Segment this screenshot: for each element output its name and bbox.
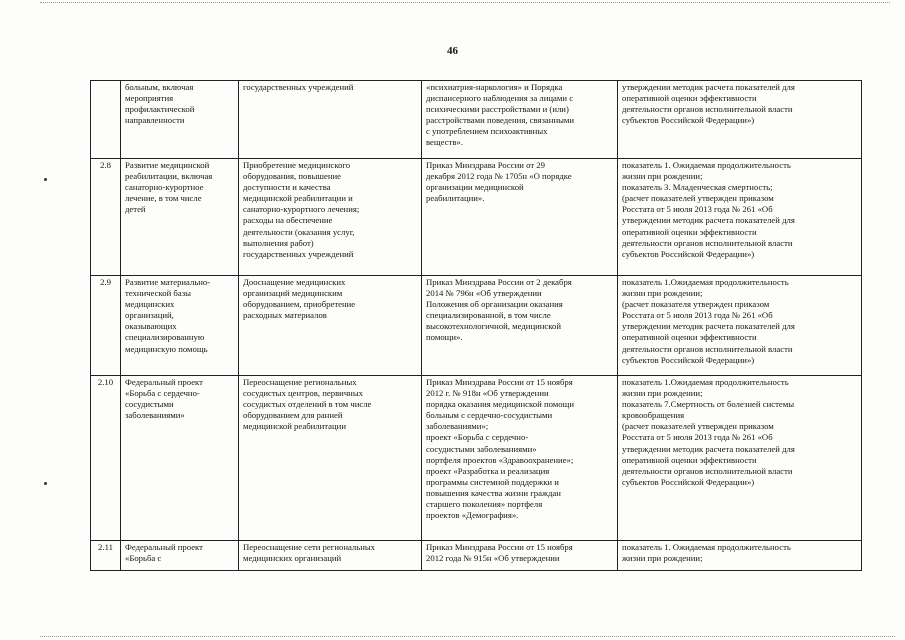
cell-text-line: психическими расстройствами и (или) — [426, 104, 569, 115]
cell-text-line: сосудистыми — [125, 399, 174, 410]
page-number: 46 — [447, 45, 458, 57]
cell-text-line: субъектов Российской Федерации») — [622, 248, 755, 259]
cell-text-line: Федеральный проект — [125, 542, 203, 552]
cell-text-line: медицинских организаций — [243, 553, 342, 564]
cell-text-line: «Борьба с сердечно- — [125, 388, 200, 399]
cell-text-line: кровообращения — [622, 410, 685, 421]
cell-text-line: государственных учреждений — [243, 248, 354, 259]
indicators-cell — [618, 276, 862, 376]
cell-text-line: утверждении методик расчета показателей для — [622, 321, 795, 332]
measure-content-cell — [239, 376, 422, 541]
cell-text-line: Росстата от 5 июля 2013 года № 261 «Об — [622, 204, 773, 215]
measure-name-cell — [121, 276, 239, 376]
cell-text-line: жизни при рождении; — [622, 388, 703, 399]
cell-text-line: деятельности (оказания услуг, — [243, 226, 355, 237]
cell-text-line: оперативной оценки эффективности — [622, 332, 757, 343]
cell-text-line: специализированную — [125, 332, 205, 343]
row-number-cell: 2.11 — [91, 541, 121, 571]
cell-text-line: декабря 2012 года № 1705н «О порядке — [426, 171, 572, 182]
cell-text-line: Переоснащение региональных — [243, 377, 357, 387]
table-row — [91, 376, 862, 541]
cell-text-line: оборудования, повышение — [243, 171, 342, 182]
cell-text-line: утверждении методик расчета показателей для — [622, 443, 795, 454]
cell-text-line: проектов «Демография». — [426, 510, 519, 521]
measure-content-cell — [239, 159, 422, 276]
scan-top-edge — [40, 2, 890, 3]
measure-name-cell — [121, 81, 239, 159]
measure-name-cell — [121, 541, 239, 571]
cell-text-line: медицинской реабилитации и — [243, 193, 353, 204]
cell-text-line: заболеваниями»; — [426, 421, 489, 432]
cell-text-line: диспансерного наблюдения за лицами с — [426, 93, 574, 104]
cell-text-line: показатель 1.Ожидаемая продолжительность — [622, 377, 789, 387]
cell-text-line: жизни при рождении; — [622, 553, 703, 564]
cell-text-line: сосудистых центров, первичных — [243, 388, 364, 399]
cell-text-line: выполнения работ) — [243, 237, 314, 248]
cell-text-line: программы системной поддержки и — [426, 476, 559, 487]
table-row — [91, 541, 862, 571]
legal-acts-cell — [422, 159, 618, 276]
cell-text-line: показатель 7.Смертность от болезней системы — [622, 399, 795, 410]
cell-text-line: жизни при рождении; — [622, 171, 703, 182]
cell-text-line: деятельности органов исполнительной власти — [622, 343, 793, 354]
cell-text-line: организаций медицинским — [243, 288, 343, 299]
cell-text-line: медицинских — [125, 299, 175, 310]
cell-text-line: специализированной, в том числе — [426, 310, 551, 321]
cell-text-line: субъектов Российской Федерации») — [622, 354, 755, 365]
cell-text-line: проект «Борьба с сердечно- — [426, 432, 529, 443]
cell-text-line: деятельности органов исполнительной власти — [622, 465, 793, 476]
cell-text-line: Приказ Минздрава России от 15 ноября — [426, 542, 573, 552]
cell-text-line: Приказ Минздрава России от 2 декабря — [426, 277, 572, 287]
cell-text-line: организации медицинской — [426, 182, 524, 193]
cell-text-line: оперативной оценки эффективности — [622, 93, 757, 104]
cell-text-line: утверждении методик расчета показателей для — [622, 215, 795, 226]
cell-text-line: Приказ Минздрава России от 15 ноября — [426, 377, 573, 387]
row-number-cell — [91, 81, 121, 159]
cell-text-line: медицинской реабилитации — [243, 421, 346, 432]
cell-text-line: «психиатрия-наркология» и Порядка — [426, 82, 563, 92]
cell-text-line: оборудованием, приобретение — [243, 299, 356, 310]
cell-text-line: показатель 1. Ожидаемая продолжительность — [622, 160, 791, 170]
cell-text-line: Положения об организации оказания — [426, 299, 563, 310]
cell-text-line: направленности — [125, 115, 185, 126]
cell-text-line: Развитие медицинской — [125, 160, 210, 170]
legal-acts-cell — [422, 276, 618, 376]
measure-name-cell — [121, 376, 239, 541]
cell-text-line: жизни при рождении; — [622, 288, 703, 299]
measures-table — [90, 80, 862, 571]
cell-text-line: «Борьба с — [125, 553, 162, 564]
cell-text-line: 2014 № 796н «Об утверждении — [426, 288, 542, 299]
cell-text-line: (расчет показателей утвержден приказом — [622, 193, 774, 204]
cell-text-line: организаций, — [125, 310, 174, 321]
cell-text-line: санаторно-курортное — [125, 182, 204, 193]
measure-content-cell — [239, 81, 422, 159]
cell-text-line: лечение, в том числе — [125, 193, 202, 204]
legal-acts-cell — [422, 541, 618, 571]
cell-text-line: (расчет показателей утвержден приказом — [622, 421, 774, 432]
cell-text-line: субъектов Российской Федерации») — [622, 476, 755, 487]
cell-text-line: оперативной оценки эффективности — [622, 226, 757, 237]
cell-text-line: расходы на обеспечение — [243, 215, 333, 226]
cell-text-line: веществ». — [426, 137, 463, 148]
cell-text-line: медицинскую помощь — [125, 343, 208, 354]
table-row — [91, 81, 862, 159]
measure-content-cell — [239, 541, 422, 571]
row-number-cell: 2.10 — [91, 376, 121, 541]
cell-text-line: деятельности органов исполнительной власти — [622, 104, 793, 115]
cell-text-line: показатель 3. Младенческая смертность; — [622, 182, 773, 193]
cell-text-line: показатель 1. Ожидаемая продолжительность — [622, 542, 791, 552]
cell-text-line: заболеваниями» — [125, 410, 185, 421]
cell-text-line: субъектов Российской Федерации») — [622, 115, 755, 126]
indicators-cell — [618, 159, 862, 276]
cell-text-line: портфеля проектов «Здравоохранение»; — [426, 454, 574, 465]
cell-text-line: Развитие материально- — [125, 277, 211, 287]
legal-acts-cell — [422, 376, 618, 541]
cell-text-line: Приобретение медицинского — [243, 160, 351, 170]
cell-text-line: порядка оказания медицинской помощи — [426, 399, 574, 410]
row-number-cell: 2.8 — [91, 159, 121, 276]
cell-text-line: Переоснащение сети региональных — [243, 542, 376, 552]
cell-text-line: Приказ Минздрава России от 29 — [426, 160, 545, 170]
cell-text-line: с употреблением психоактивных — [426, 126, 548, 137]
cell-text-line: деятельности органов исполнительной власти — [622, 237, 793, 248]
indicators-cell — [618, 541, 862, 571]
cell-text-line: повышения качества жизни граждан — [426, 487, 561, 498]
cell-text-line: помощи». — [426, 332, 463, 343]
cell-text-line: расходных материалов — [243, 310, 327, 321]
cell-text-line: больным, включая — [125, 82, 194, 92]
cell-text-line: доступности и качества — [243, 182, 331, 193]
cell-text-line: сосудистыми заболеваниями» — [426, 443, 537, 454]
table-row — [91, 159, 862, 276]
cell-text-line: утверждении методик расчета показателей для — [622, 82, 795, 92]
cell-text-line: показатель 1.Ожидаемая продолжительность — [622, 277, 789, 287]
cell-text-line: больным с сердечно-сосудистыми — [426, 410, 553, 421]
cell-text-line: старшего поколения» портфеля — [426, 499, 543, 510]
table-row — [91, 276, 862, 376]
cell-text-line: 2012 года № 915н «Об утверждении — [426, 553, 560, 564]
cell-text-line: технической базы — [125, 288, 191, 299]
indicators-cell — [618, 376, 862, 541]
cell-text-line: расстройствами поведения, связанными — [426, 115, 575, 126]
cell-text-line: Федеральный проект — [125, 377, 203, 387]
cell-text-line: реабилитации, включая — [125, 171, 213, 182]
cell-text-line: 2012 г. № 918н «Об утверждении — [426, 388, 549, 399]
cell-text-line: оказывающих — [125, 321, 177, 332]
cell-text-line: Росстата от 5 июля 2013 года № 261 «Об — [622, 310, 773, 321]
cell-text-line: оперативной оценки эффективности — [622, 454, 757, 465]
indicators-cell — [618, 81, 862, 159]
scan-speck — [44, 482, 47, 485]
cell-text-line: мероприятия — [125, 93, 174, 104]
cell-text-line: Дооснащение медицинских — [243, 277, 346, 287]
cell-text-line: высокотехнологичной, медицинской — [426, 321, 562, 332]
cell-text-line: Росстата от 5 июля 2013 года № 261 «Об — [622, 432, 773, 443]
cell-text-line: реабилитации». — [426, 193, 485, 204]
measure-content-cell — [239, 276, 422, 376]
legal-acts-cell — [422, 81, 618, 159]
scan-bottom-edge — [40, 636, 895, 637]
cell-text-line: сосудистых отделений в том числе — [243, 399, 372, 410]
cell-text-line: (расчет показателя утвержден приказом — [622, 299, 770, 310]
cell-text-line: оборудованием для ранней — [243, 410, 343, 421]
cell-text-line: государственных учреждений — [243, 82, 354, 92]
scan-speck — [44, 178, 47, 181]
cell-text-line: санаторно-курортного лечения; — [243, 204, 360, 215]
measure-name-cell — [121, 159, 239, 276]
cell-text-line: профилактической — [125, 104, 195, 115]
cell-text-line: проект «Разработка и реализация — [426, 465, 550, 476]
cell-text-line: детей — [125, 204, 146, 215]
row-number-cell: 2.9 — [91, 276, 121, 376]
